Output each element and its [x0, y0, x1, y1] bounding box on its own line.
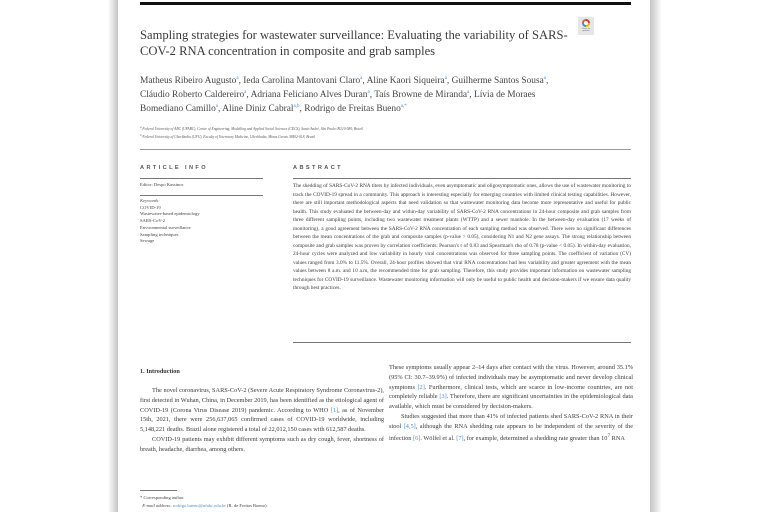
author-name[interactable]: Adriana Feliciano Alves Duran: [250, 90, 368, 101]
body-column-left: [140, 386, 384, 455]
crossmark-label: Check for updates: [581, 28, 591, 33]
citation-link[interactable]: [7]: [456, 434, 464, 442]
keyword: Sewage: [140, 238, 155, 244]
article-info-rule: [140, 195, 263, 196]
paper-title: Sampling strategies for wastewater surveillance: Evaluating the variability of SARS-COV-2 RNA concentration in composite and grab samples: [140, 28, 568, 58]
author-separator: ,: [246, 90, 251, 101]
author-separator: ,: [446, 76, 452, 87]
email-label: E-mail address:: [142, 502, 172, 508]
footnote-rule: [140, 490, 177, 491]
author: [367, 76, 452, 86]
author-separator: ,: [469, 90, 474, 101]
author-separator: ,: [218, 104, 223, 115]
author-name[interactable]: Lívia de Moraes Bomediano Camillo: [140, 90, 536, 115]
citation-link[interactable]: [3]: [439, 393, 447, 401]
author-name[interactable]: Matheus Ribeiro Augusto: [140, 76, 237, 87]
text-run: Studies suggested that more than 41% of infected patients shed SARS-CoV-2 RNA in their stool: [389, 412, 633, 430]
check-for-updates-button[interactable]: [578, 17, 594, 35]
footnote-text: Corresponding author.: [143, 495, 185, 500]
paragraph: [389, 412, 633, 443]
text-run: , as of November 15th, 2021, there were 256,637,065 confirmed cases of COVID-19 worldwide, including 5,148,221 deaths. Brazil alone registered a total of 22,012,150 cases with 612,587 deaths.: [140, 406, 384, 434]
paragraph: [389, 363, 633, 412]
document-page: [118, 0, 650, 512]
keywords-block: [140, 198, 265, 245]
affiliation-a: [140, 125, 600, 133]
author-name[interactable]: Guilherme Santos Sousa: [451, 76, 544, 87]
header-rule: [140, 2, 631, 5]
text-run: . Therefore, there are significant uncertainties in the epidemiological data available, which must be considered by decision-makers.: [389, 393, 633, 411]
citation-link[interactable]: [2]: [417, 383, 425, 391]
superscript: 7: [607, 432, 611, 439]
text-run: , for example, determined a shedding rate greater than 10: [463, 434, 608, 442]
author-affiliation-mark[interactable]: a: [360, 76, 363, 81]
affiliation-mark: a: [140, 125, 142, 129]
affiliation-mark: b: [140, 132, 142, 137]
section-divider: [140, 149, 631, 150]
author-affiliation-mark[interactable]: a: [543, 76, 547, 81]
paragraph: COVID-19 patients may exhibit different symptoms such as dry cough, fever, shortness of breath, headache, diarrhea, among others.: [140, 435, 384, 453]
text-run: RNA: [610, 434, 625, 442]
keyword: Wastewater-based epidemiology: [140, 211, 200, 217]
abstract-heading: ABSTRACT: [293, 165, 343, 171]
body-column-right: [389, 363, 633, 443]
author-affiliation-mark[interactable]: a: [444, 76, 447, 81]
author-affiliation-mark[interactable]: a: [244, 90, 247, 96]
author: [140, 90, 251, 100]
corresponding-author-note: [140, 494, 440, 502]
editor-line: Editor: Despo Kassinos: [140, 182, 184, 187]
author-separator: ,: [546, 76, 549, 87]
author-affiliation-mark[interactable]: a: [236, 76, 239, 81]
author: [452, 76, 549, 86]
author-affiliation-mark[interactable]: a: [215, 104, 219, 110]
abstract-rule: [293, 178, 631, 179]
paragraph: [140, 386, 384, 435]
author: [251, 90, 375, 100]
author-name[interactable]: Aline Diniz Cabral: [222, 104, 294, 115]
keyword: SARS-CoV-2: [140, 218, 166, 224]
keyword: Sampling techniques: [140, 231, 179, 237]
author-name[interactable]: Cláudio Roberto Caldereiro: [140, 90, 245, 101]
footnote-mark: *: [140, 495, 143, 500]
author-affiliation-mark[interactable]: a: [367, 90, 370, 96]
abstract-text: The shedding of SARS-CoV-2 RNA titers by infected individuals, even asymptomatic and oligosymptomatic ones, allows the use of wastewater monitoring to track the COVID-19 spread in a community. This approach is interesting especially for emerging countries with limited clinical testing capabilities. However, there are still important methodological aspects that need validation so that wastewater monitoring data become more representative and useful for public health. This study evaluated the between-day and within-day variability of SARS-CoV-2 RNA concentrations in 24-hour composite and grab samples from three different sampling points, including two wastewater treatment plants (WTTP) and a sewer manhole. In the between-day evaluation (17 weeks of monitoring), a good agreement between the SARS-CoV-2 RNA concentration of each sampling method was observed. There were no significant differences between the mean concentrations of the grab and composite samples (p-value > 0.05), considering N1 and N2 gene assays. The strong relationship between composite and grab samples was proven by correlation coefficients: Pearson's r of 0.83 and Spearman's rho of 0.78 (p-value < 0.05). In within-day evaluation, 24-hour cycles were analyzed and low variability in hourly viral concentrations was observed for three sampling points. The coefficient of variation (CV) values ranged from 3.0% to 11.5%. Overall, 24-hour profiles showed that viral RNA concentrations had less variability and greater agreement with the mean values between 8 a.m. and 10 a.m, the recommended time for grab sampling. Therefore, this study provides important information on wastewater sampling techniques for COVID-19 surveillance. Wastewater monitoring information will only be useful to public health and decision-makers if we ensure data quality through best practices.: [293, 183, 631, 291]
author-name[interactable]: Rodrigo de Freitas Bueno: [304, 104, 401, 115]
abstract-rule-bottom: [293, 342, 631, 343]
keyword: Environmental surveillance: [140, 224, 191, 230]
author-separator: ,: [369, 90, 375, 101]
author-separator: ,: [238, 76, 244, 87]
page-shadow-right: [650, 0, 662, 512]
author-separator: ,: [362, 76, 367, 87]
author-separator: ,: [299, 104, 305, 115]
author-affiliation-mark[interactable]: a,b: [293, 104, 300, 110]
footnote: [140, 494, 440, 510]
author-name[interactable]: Ieda Carolina Mantovani Claro: [243, 76, 361, 87]
affiliation-text: Federal University of Uberlândia (UFU), Faculty of Veterinary Medicine, Uberlândia, Minas Gerais 38402-018, Brazil: [142, 134, 315, 139]
citation-link[interactable]: [6]: [412, 434, 421, 442]
email-suffix: (R. de Freitas Bueno).: [225, 502, 268, 508]
citation-link[interactable]: [4,5]: [403, 422, 416, 430]
author: [374, 90, 474, 100]
text-run: . Furthermore, clinical tests, which are scarce in low-income countries, are not completely reliable: [389, 383, 634, 401]
affiliation-text: Federal University of ABC (UFABC), Center of Engineering, Modelling and Applied Social Sciences (CECS), Santo André, São Paulo 09210-580, Brazil: [142, 127, 363, 132]
email-line: [140, 502, 440, 510]
introduction-heading: 1. Introduction: [140, 368, 180, 375]
article-info-heading: ARTICLE INFO: [140, 165, 208, 171]
text-run: . Wölfel et al.: [420, 434, 457, 442]
author-name[interactable]: Aline Kaori Siqueira: [366, 76, 445, 87]
author: [222, 104, 304, 114]
text-run: The novel coronavirus, SARS-CoV-2 (Severe Acute Respiratory Syndrome Coronavirus-2), first detected in Wuhan, China, in December 2019, has been identified as the etiological agent of COVID-19 (Corona Virus Disease 2019) pandemic. According to WHO: [140, 387, 384, 414]
crossmark-icon: [582, 19, 590, 27]
author-affiliation-mark[interactable]: a,*: [400, 104, 407, 110]
author-list: [140, 73, 570, 115]
text-run: , although the RNA shedding rate appears to be independent of the severity of the infection: [389, 422, 633, 442]
affiliations: [140, 125, 600, 141]
keywords-label: Keywords:: [140, 198, 160, 203]
article-info-rule: [140, 178, 263, 179]
page-shadow-left: [108, 0, 118, 512]
author: [140, 76, 243, 86]
keyword: COVID-19: [140, 204, 161, 210]
author: [243, 76, 366, 86]
author: [304, 104, 407, 114]
affiliation-b: [140, 133, 600, 141]
text-run: These symptoms usually appear 2–14 days after contact with the virus. However, around 35.1% (95% CI: 30.7–39.9%) of infected individuals may be asymptomatic and never develop clinical symptoms: [389, 364, 633, 391]
email-link[interactable]: rodrigo.bueno@ufabc.edu.br: [172, 502, 226, 508]
citation-link[interactable]: [1]: [330, 406, 339, 414]
author-affiliation-mark[interactable]: a: [467, 90, 470, 96]
author-name[interactable]: Taís Browne de Miranda: [374, 90, 468, 101]
